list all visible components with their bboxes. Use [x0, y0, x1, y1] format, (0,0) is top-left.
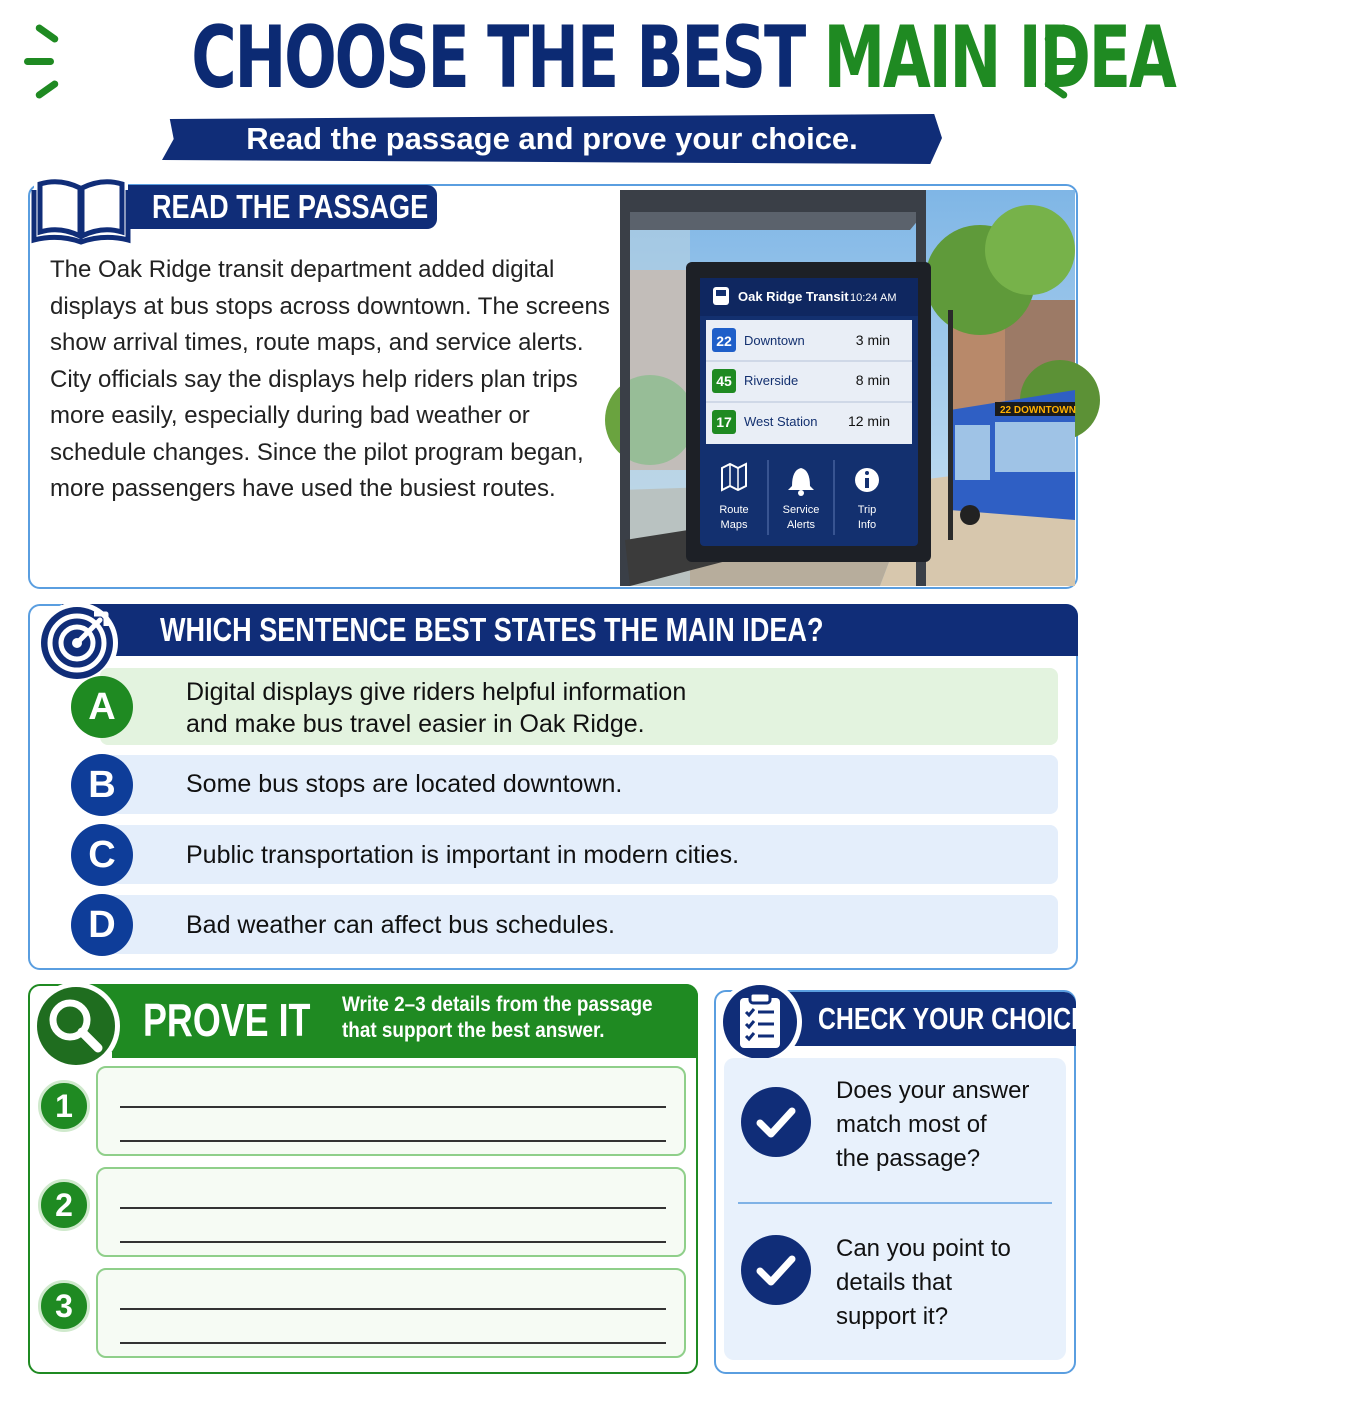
instruction-line: Write 2–3 details from the passage — [342, 993, 653, 1016]
page-title — [0, 8, 1175, 108]
bus-destination-sign: 22 DOWNTOWN — [1000, 405, 1076, 416]
route-eta: 3 min — [855, 332, 890, 348]
route-name: West Station — [744, 414, 818, 429]
option-text-c[interactable]: Public transportation is important in modern cities. — [186, 841, 740, 869]
detail-number-1: 1 — [38, 1080, 90, 1132]
instruction-line: that support the best answer. — [342, 1019, 605, 1042]
checkmark-icon — [740, 1086, 812, 1158]
check-question-1 — [836, 1074, 1056, 1176]
route-name: Riverside — [744, 373, 799, 388]
check-question-line: Can you point to — [836, 1235, 1011, 1262]
option-letter-b[interactable]: B — [71, 754, 133, 816]
passage-text: The Oak Ridge transit department added digital displays at bus stops across downtown. The screens show arrival times, route maps, and service alerts. City officials say the displays help riders plan trips more easily, especially during bad weather or schedule changes. Since the pilot program began, more passengers have used the busiest routes. — [50, 256, 610, 502]
route-number: 22 — [716, 333, 732, 349]
option-text-d[interactable]: Bad weather can affect bus schedules. — [186, 911, 615, 939]
checkmark-icon — [740, 1234, 812, 1306]
detail-number-2: 2 — [38, 1179, 90, 1231]
option-letter-a[interactable]: A — [71, 676, 133, 738]
info-icon — [855, 468, 879, 492]
title-part-one: CHOOSE THE BEST — [191, 8, 805, 108]
check-divider — [738, 1202, 1052, 1204]
sign-button-label: Info — [857, 519, 877, 531]
bus-sign-icon — [713, 287, 729, 305]
prove-it-header-bar — [112, 1052, 698, 1058]
option-text-line: Digital displays give riders helpful information — [186, 678, 687, 706]
bus-stop-photo — [620, 190, 1075, 586]
open-book-icon — [30, 170, 132, 244]
check-question-line: the passage? — [836, 1145, 981, 1172]
sign-time: 10:24 AM — [850, 292, 897, 304]
magnifier-icon — [30, 980, 122, 1072]
option-letter-d[interactable]: D — [71, 894, 133, 956]
sign-button-label: Alerts — [786, 519, 816, 531]
check-choice-title: CHECK YOUR CHOICE — [818, 1001, 1088, 1036]
option-text-line: and make bus travel easier in Oak Ridge. — [186, 710, 645, 738]
route-eta: 8 min — [855, 372, 890, 388]
check-question-2 — [836, 1232, 1056, 1334]
route-eta: 12 min — [847, 413, 890, 429]
option-text-a[interactable] — [186, 676, 686, 740]
check-question-line: Does your answer — [836, 1077, 1030, 1104]
detail-answer-box-1[interactable] — [96, 1066, 686, 1156]
option-letter-c[interactable]: C — [71, 824, 133, 886]
prove-it-title: PROVE IT — [143, 994, 311, 1046]
route-name: Downtown — [744, 333, 805, 348]
title-part-two: MAIN IDEA — [823, 8, 1175, 108]
detail-answer-box-3[interactable] — [96, 1268, 686, 1358]
prove-it-instructions — [342, 992, 666, 1044]
sign-button-label: Service — [782, 504, 820, 516]
check-question-line: details that — [836, 1269, 953, 1296]
check-question-line: match most of — [836, 1111, 987, 1138]
check-question-line: support it? — [836, 1303, 949, 1330]
page-subtitle: Read the passage and prove your choice. — [246, 121, 858, 156]
route-number: 17 — [716, 414, 732, 430]
detail-answer-box-2[interactable] — [96, 1167, 686, 1257]
sign-button-label: Maps — [720, 519, 748, 531]
sign-button-label: Route — [719, 504, 749, 516]
option-text-b[interactable]: Some bus stops are located downtown. — [186, 770, 623, 798]
route-number: 45 — [716, 373, 732, 389]
sign-agency-name: Oak Ridge Transit — [738, 289, 849, 304]
bus-illustration — [950, 390, 1076, 525]
clipboard-icon — [716, 978, 804, 1066]
sign-button-label: Trip — [857, 504, 877, 516]
question-prompt: WHICH SENTENCE BEST STATES THE MAIN IDEA? — [160, 611, 824, 648]
detail-number-3: 3 — [38, 1280, 90, 1332]
passage-label: READ THE PASSAGE — [152, 188, 429, 225]
